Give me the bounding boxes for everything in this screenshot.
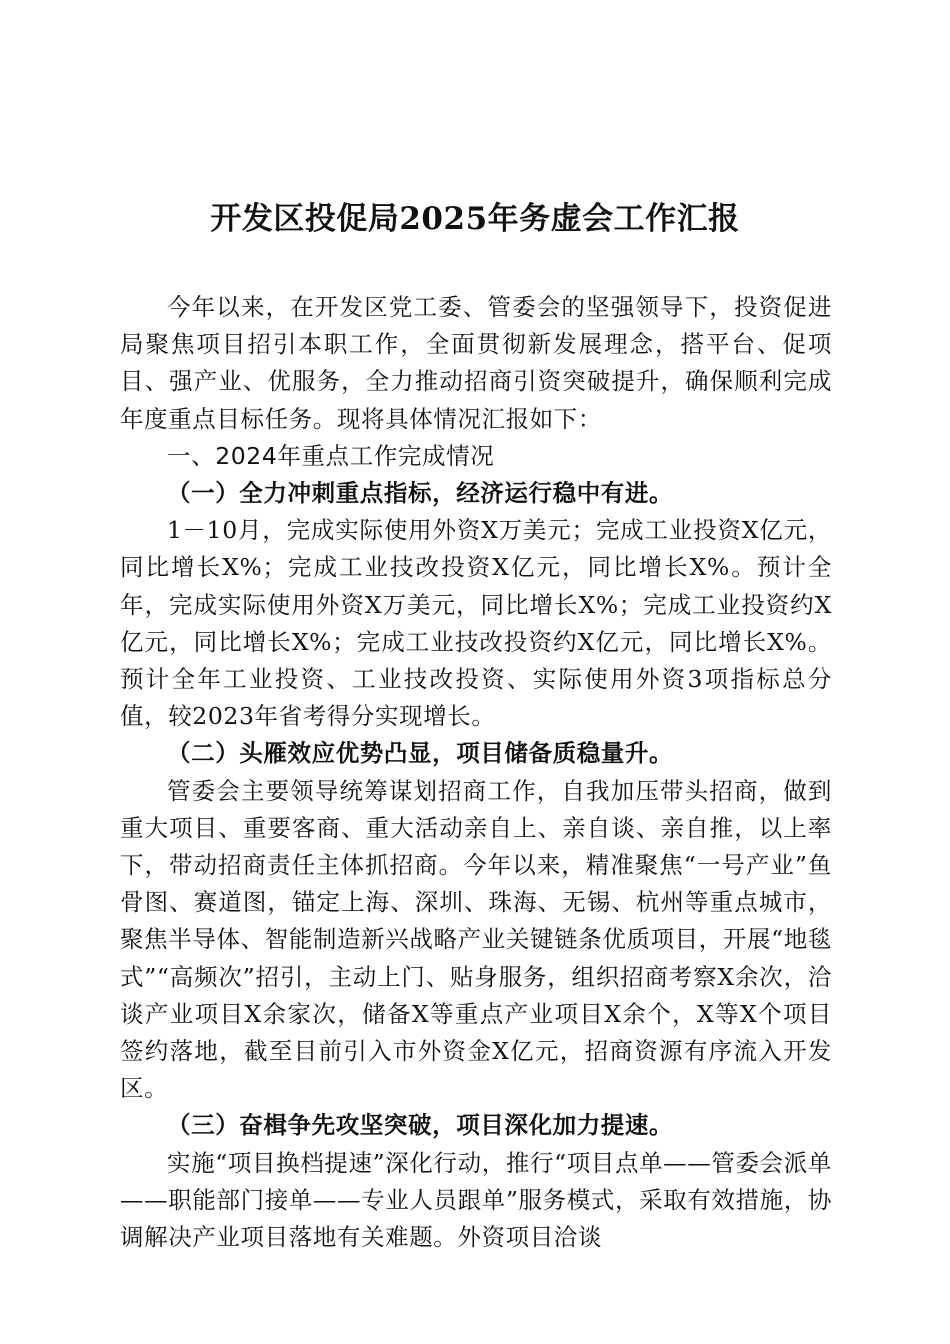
section-heading-1: 一、2024年重点工作完成情况 bbox=[167, 441, 495, 470]
paragraph-investment-promotion: 管委会主要领导统筹谋划招商工作，自我加压带头招商，做到重大项目、重要客商、重大活动亲自上、亲自谈、亲自推，以上率下，带动招商责任主体抓招商。今年以来，精准聚焦“一号产业”鱼骨图、赛道图，锚定上海、深圳、珠海、无锡、杭州等重点城市，聚焦半导体、智能制造新兴战略产业关键链条优质项目，开展“地毯式”“高频次”招引，主动上门、贴身服务，组织招商考察X余次，洽谈产业项目X余家次，储备X等重点产业项目X余个，X等X个项目签约落地，截至目前引入市外资金X亿元，招商资源有序流入开发区。 bbox=[120, 776, 832, 1103]
subsection-heading-1: （一）全力冲刺重点指标，经济运行稳中有进。 bbox=[167, 479, 674, 508]
document-body bbox=[120, 289, 832, 1256]
subsection-heading-2: （二）头雁效应优势凸显，项目储备质稳量升。 bbox=[167, 739, 674, 768]
paragraph-indicators: 1－10月，完成实际使用外资X万美元；完成工业投资X亿元，同比增长X%；完成工业技改投资X亿元，同比增长X%。预计全年，完成实际使用外资X万美元，同比增长X%；完成工业投资约X亿元，同比增长X%；完成工业技改投资约X亿元，同比增长X%。预计全年工业投资、工业技改投资、实际使用外资3项指标总分值，较2023年省考得分实现增长。 bbox=[120, 516, 832, 731]
paragraph-project-acceleration: 实施“项目换档提速”深化行动，推行“项目点单——管委会派单——职能部门接单——专业人员跟单”服务模式，采取有效措施，协调解决产业项目落地有关难题。外资项目洽谈 bbox=[120, 1148, 832, 1252]
document-title: 开发区投促局2025年务虚会工作汇报 bbox=[210, 201, 740, 237]
subsection-heading-3: （三）奋楫争先攻坚突破，项目深化加力提速。 bbox=[167, 1111, 674, 1140]
intro-paragraph: 今年以来，在开发区党工委、管委会的坚强领导下，投资促进局聚焦项目招引本职工作，全面贯彻新发展理念，搭平台、促项目、强产业、优服务，全力推动招商引资突破提升，确保顺利完成年度重点目标任务。现将具体情况汇报如下： bbox=[120, 293, 832, 433]
